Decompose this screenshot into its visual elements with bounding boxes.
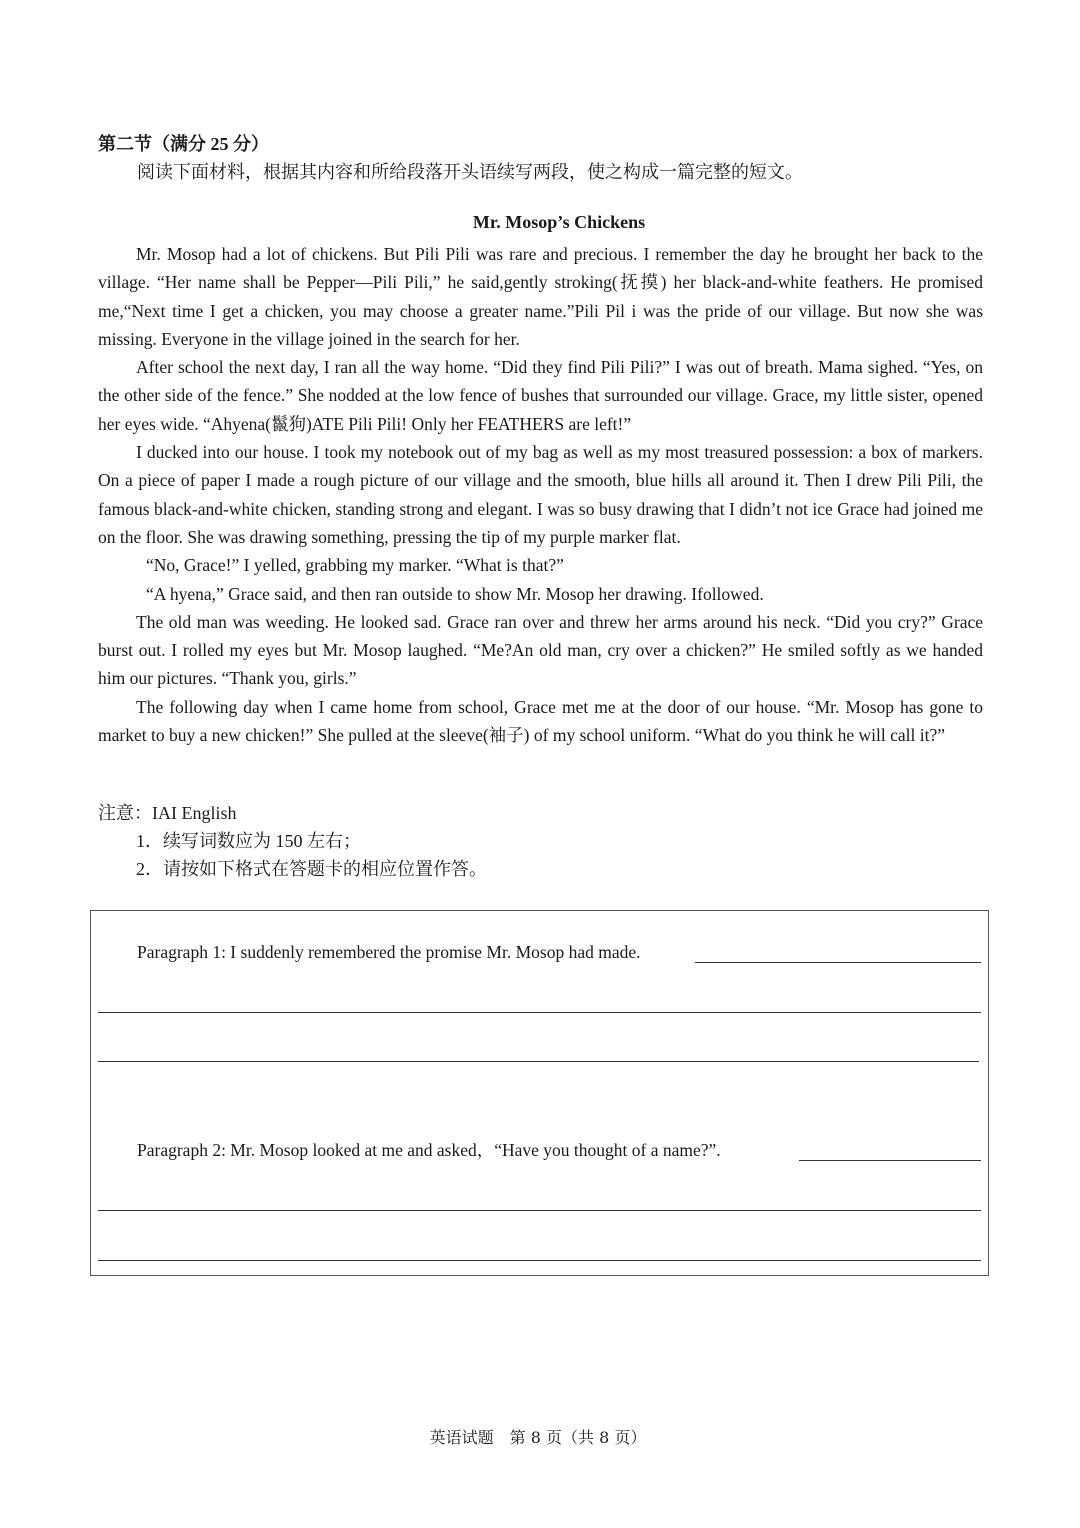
story-paragraph: “A hyena,” Grace said, and then ran outside to show Mr. Mosop her drawing. Ifollowed. — [146, 583, 764, 604]
page-footer: 英语试题 第 8 页（共 8 页） — [429, 1428, 647, 1447]
note-item: 1．续写词数应为 150 左右； — [136, 831, 361, 851]
story-paragraph: Mr. Mosop had a lot of chickens. But Pili Pili was rare and precious. I remember the day he brought her back to the village. “Her name shall be Pepper—Pili Pili,” he said,gently stroking(抚摸) her black-and-white feathers. He promised me,“Next time I get a chicken, you may choose a greater name.”Pili Pil i was the pride of our village. But now she was missing. Everyone in the village joined in the search for her. — [98, 244, 983, 349]
notes-section — [98, 799, 487, 883]
story-paragraph: After school the next day, I ran all the way home. “Did they find Pili Pili?” I was out of breath. Mama sighed. “Yes, on the other side of the fence.” She nodded at the low fence of bushes that surrounded our village. Grace, my little sister, opened her eyes wide. “Ahyena(鬣狗)ATE Pili Pili! Only her FEATHERS are left!” — [98, 357, 983, 434]
answer-box — [90, 910, 989, 1276]
section-title: 第二节（满分 25 分） — [98, 134, 269, 154]
answer-line[interactable] — [695, 962, 981, 963]
story-paragraph: The following day when I came home from school, Grace met me at the door of our house. “Mr. Mosop has gone to market to buy a new chicken!” She pulled at the sleeve(袖子) of my school uniform. “What do you think he will call it?” — [98, 696, 983, 746]
story-body — [98, 240, 983, 749]
paragraph-1-prompt: Paragraph 1: I suddenly remembered the promise Mr. Mosop had made. — [137, 942, 641, 962]
answer-line[interactable] — [799, 1160, 981, 1161]
story-paragraph: “No, Grace!” I yelled, grabbing my marker. “What is that?” — [146, 555, 564, 576]
note-item: 2．请按如下格式在答题卡的相应位置作答。 — [136, 859, 487, 879]
answer-line[interactable] — [98, 1061, 979, 1062]
section-instruction: 阅读下面材料，根据其内容和所给段落开头语续写两段，使之构成一篇完整的短文。 — [137, 162, 803, 182]
story-paragraph: I ducked into our house. I took my notebook out of my bag as well as my most treasured possession: a box of markers. On a piece of paper I made a rough picture of our village and the smooth, blue hills all around it. Then I drew Pili Pili, the famous black-and-white chicken, standing strong and elegant. I was so busy drawing that I didn’t not ice Grace had joined me on the floor. She was drawing something, pressing the tip of my purple marker flat. — [98, 442, 983, 547]
answer-line[interactable] — [98, 1210, 981, 1211]
answer-line[interactable] — [98, 1260, 981, 1261]
notes-heading: 注意：IAI English — [98, 803, 237, 823]
answer-line[interactable] — [98, 1012, 981, 1013]
story-paragraph: The old man was weeding. He looked sad. Grace ran over and threw her arms around his neck. “Did you cry?” Grace burst out. I rolled my eyes but Mr. Mosop laughed. “Me?An old man, cry over a chicken?” He smiled softly as we handed him our pictures. “Thank you, girls.” — [98, 611, 983, 689]
paragraph-2-prompt: Paragraph 2: Mr. Mosop looked at me and asked，“Have you thought of a name?”. — [137, 1140, 721, 1160]
story-title: Mr. Mosop’s Chickens — [472, 212, 646, 232]
